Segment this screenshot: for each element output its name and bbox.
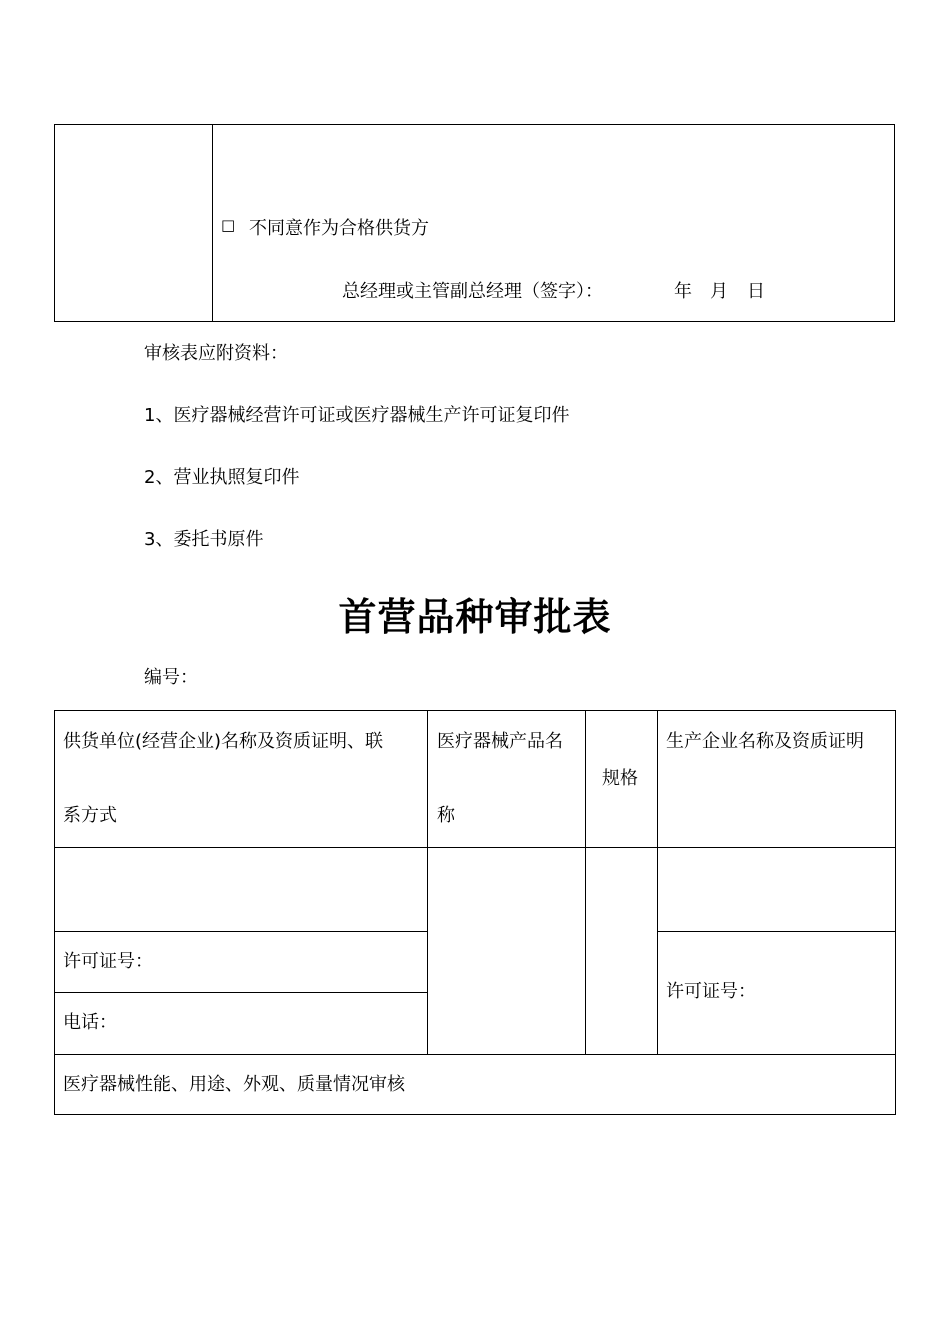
attachment-item-1: 1、医疗器械经营许可证或医疗器械生产许可证复印件 xyxy=(144,405,570,426)
disagree-label: 不同意作为合格供货方 xyxy=(249,218,429,239)
disagree-checkbox[interactable]: □ xyxy=(221,216,236,234)
header-supplier-line2: 系方式 xyxy=(63,805,117,826)
table-divider-v2 xyxy=(585,711,586,1054)
form-number-label: 编号： xyxy=(144,667,198,688)
review-label: 医疗器械性能、用途、外观、质量情况审核 xyxy=(63,1074,405,1095)
header-product-line2: 称 xyxy=(437,805,455,826)
attachment-item-3: 3、委托书原件 xyxy=(144,529,264,550)
approval-box-divider xyxy=(212,125,213,321)
manufacturer-license-label: 许可证号： xyxy=(666,981,756,1002)
supplier-license-label: 许可证号： xyxy=(63,951,153,972)
table-divider-h3 xyxy=(55,992,427,993)
table-divider-v3 xyxy=(657,711,658,1054)
table-divider-h1 xyxy=(55,847,895,848)
attachment-item-2: 2、营业执照复印件 xyxy=(144,467,300,488)
attachments-heading: 审核表应附资料： xyxy=(144,343,288,364)
date-day-label: 日 xyxy=(747,281,765,302)
signature-label: 总经理或主管副总经理（签字）： xyxy=(342,281,603,302)
header-supplier-line1: 供货单位(经营企业)名称及资质证明、联 xyxy=(63,731,384,752)
approval-table xyxy=(54,710,896,1115)
header-product-line1: 医疗器械产品名 xyxy=(437,731,563,752)
form-title: 首营品种审批表 xyxy=(338,595,612,639)
date-year-label: 年 xyxy=(674,281,692,302)
table-divider-h2-right xyxy=(657,931,895,932)
header-manufacturer: 生产企业名称及资质证明 xyxy=(666,731,864,752)
header-spec: 规格 xyxy=(602,768,638,789)
supplier-phone-label: 电话： xyxy=(63,1012,117,1033)
table-divider-h2-left xyxy=(55,931,427,932)
table-divider-h4 xyxy=(55,1054,895,1055)
table-divider-v1 xyxy=(427,711,428,1054)
date-month-label: 月 xyxy=(710,281,728,302)
